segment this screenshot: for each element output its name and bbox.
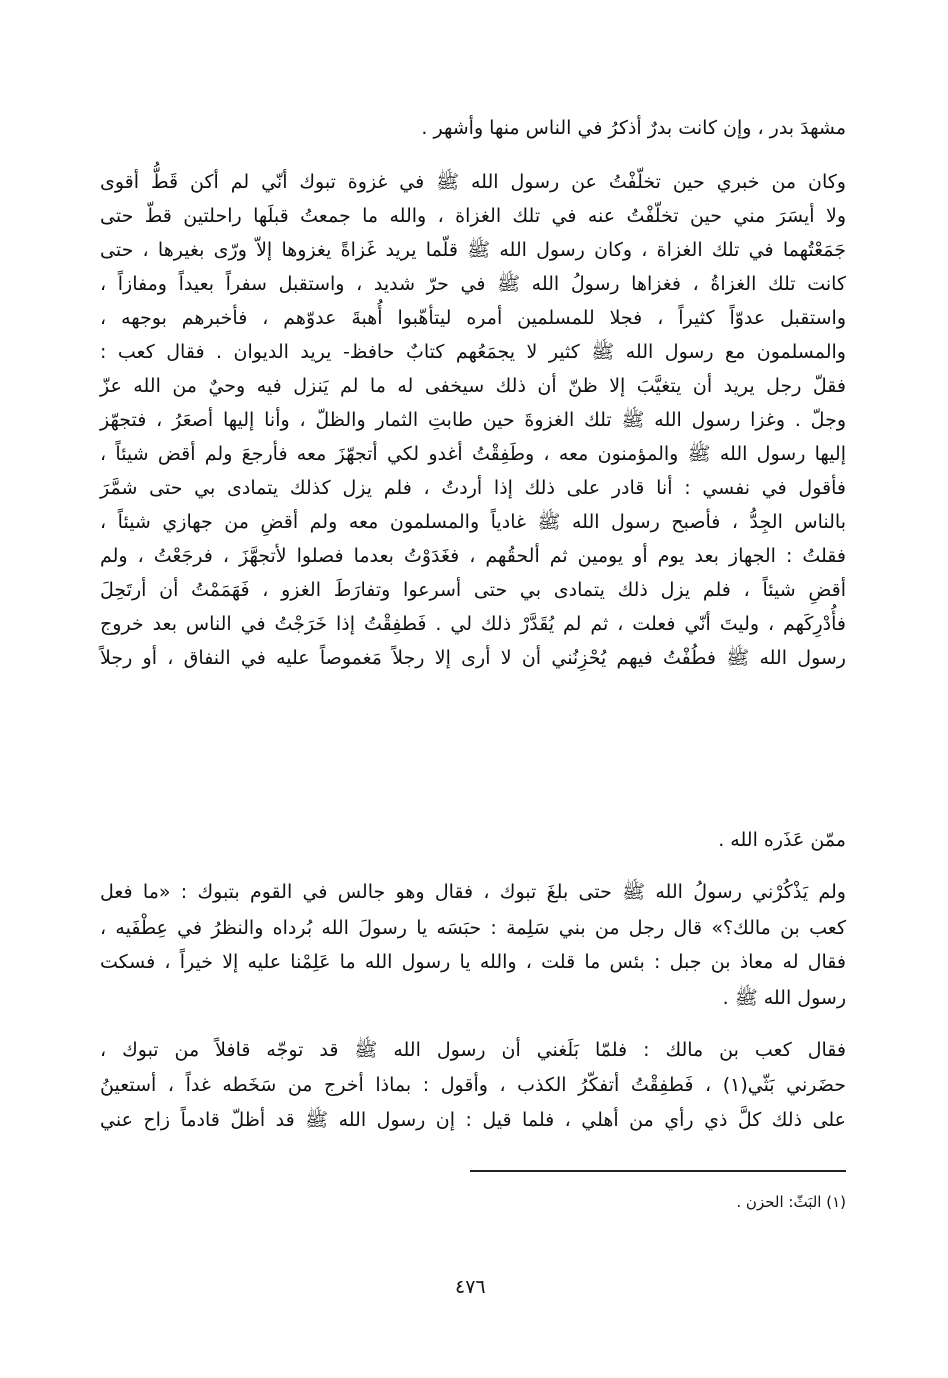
text-line: واستقبل عدوّاً كثيراً ، فجلا للمسلمين أمره ليتأهّبوا أُهبةَ عدوّهم ، فأخبرهم بوجهه ، xyxy=(100,307,846,329)
page-number: ٤٧٦ xyxy=(455,1276,486,1298)
text-line: فقلّ رجل يريد أن يتغيَّبَ إلا ظنّ أن ذلك سيخفى له ما لم يَنزل فيه وحيٌ من الله عزّ xyxy=(100,375,846,397)
text-line: فقال كعب بن مالك : فلمّا بَلَغني أن رسول الله ﷺ قد توجّه قافلاً من تبوك ، xyxy=(100,1039,846,1061)
text-line: بالناس الجِدُّ ، فأصبح رسول الله ﷺ غادياً والمسلمون معه ولم أقضِ من جهازي شيئاً ، xyxy=(100,511,846,533)
text-line: كعب بن مالك؟» قال رجل من بني سَلِمة : حبَسَه يا رسولَ الله بُرداه والنظرُ في عِطْفَيه ، xyxy=(100,917,846,939)
text-line: أقضِ شيئاً ، فلم يزل ذلك يتمادى بي حتى أسرعوا وتفارَطَ الغزو ، فَهَمَمْتُ أن أرتَحِلَ xyxy=(100,579,846,601)
text-line: ولم يَذْكُرْني رسولُ الله ﷺ حتى بلغَ تبوك ، فقال وهو جالس في القوم بتبوك : «ما فعل xyxy=(100,881,846,903)
text-line: والمسلمون مع رسول الله ﷺ كثير لا يجمَعُهم كتابٌ حافظ- يريد الديوان . فقال كعب : xyxy=(100,341,846,363)
footnote: (١) البَثّ: الحزن . xyxy=(736,1193,846,1211)
text-line: فقلتُ : الجهاز بعد يوم أو يومين ثم ألحقُهم ، فغَدَوْتُ بعدما فصلوا لأتجهَّزَ ، فرجَعْتُ ، ولم xyxy=(100,545,846,567)
text-line: على ذلك كلَّ ذي رأي من أهلي ، فلما قيل : إن رسول الله ﷺ قد أظلّ قادماً زاح عني xyxy=(100,1109,846,1131)
text-line: وكان من خبري حين تخلّفْتُ عن رسول الله ﷺ في غزوة تبوك أنّي لم أكن قَطُّ أقوى xyxy=(100,171,846,193)
text-line: ولا أيسَرَ مني حين تخلّفْتُ عنه في تلك الغزاة ، والله ما جمعتُ قبلَها راحلتين قطّ حتى xyxy=(100,205,846,227)
text-line: رسول الله ﷺ فطُفْتُ فيهم يُحْزِنُني أن لا أرى إلا رجلاً مَغموصاً عليه في النفاق ، أو رجلاً xyxy=(100,647,846,669)
text-line: إليها رسول الله ﷺ والمؤمنون معه ، وطَفِقْتُ أغدو لكي أتجهّزَ معه فأرجعَ ولم أقض شيئاً ، xyxy=(100,443,846,465)
text-line: فأقول في نفسي : أنا قادر على ذلك إذا أردتُ ، فلم يزل كذلك يتمادى بي حتى شمَّرَ xyxy=(100,477,846,499)
text-line: جَمَعْتُهما في تلك الغزاة ، وكان رسول الله ﷺ قلّما يريد غَزاةً يغزوها إلاّ ورّى بغيرها ، حتى xyxy=(100,239,846,261)
text-line: كانت تلك الغزاةُ ، فغزاها رسولُ الله ﷺ في حرّ شديد ، واستقبل سفراً بعيداً ومفازاً ، xyxy=(100,273,846,295)
text-line: رسول الله ﷺ . xyxy=(722,987,846,1009)
footnote-divider xyxy=(470,1170,846,1172)
text-line: فأُدْرِكَهم ، وليتَ أنّي فعلت ، ثم لم يُقَدَّرْ ذلك لي . فَطفِقْتُ إذا خَرَجْتُ في الناس بعد خروج xyxy=(100,613,846,635)
text-line: ممّن عَذَره الله . xyxy=(718,829,846,851)
text-line: وجلّ . وغزا رسول الله ﷺ تلك الغزوةَ حين طابتِ الثمار والظلّ ، وأنا إليها أصعَرُ ، فتجهّز xyxy=(100,409,846,431)
text-line: حضَرني بَثّي(١) ، فَطفِقْتُ أتفكّرُ الكذب ، وأقول : بماذا أخرج من سَخَطه غداً ، أستعينُ xyxy=(100,1074,846,1096)
text-line: مشهدَ بدر ، وإن كانت بدرٌ أذكرُ في الناس منها وأشهر . xyxy=(421,117,846,139)
text-line: فقال له معاذ بن جبل : بئس ما قلت ، والله يا رسول الله ما عَلِمْنا عليه إلا خيراً ، فسكت xyxy=(100,951,846,973)
